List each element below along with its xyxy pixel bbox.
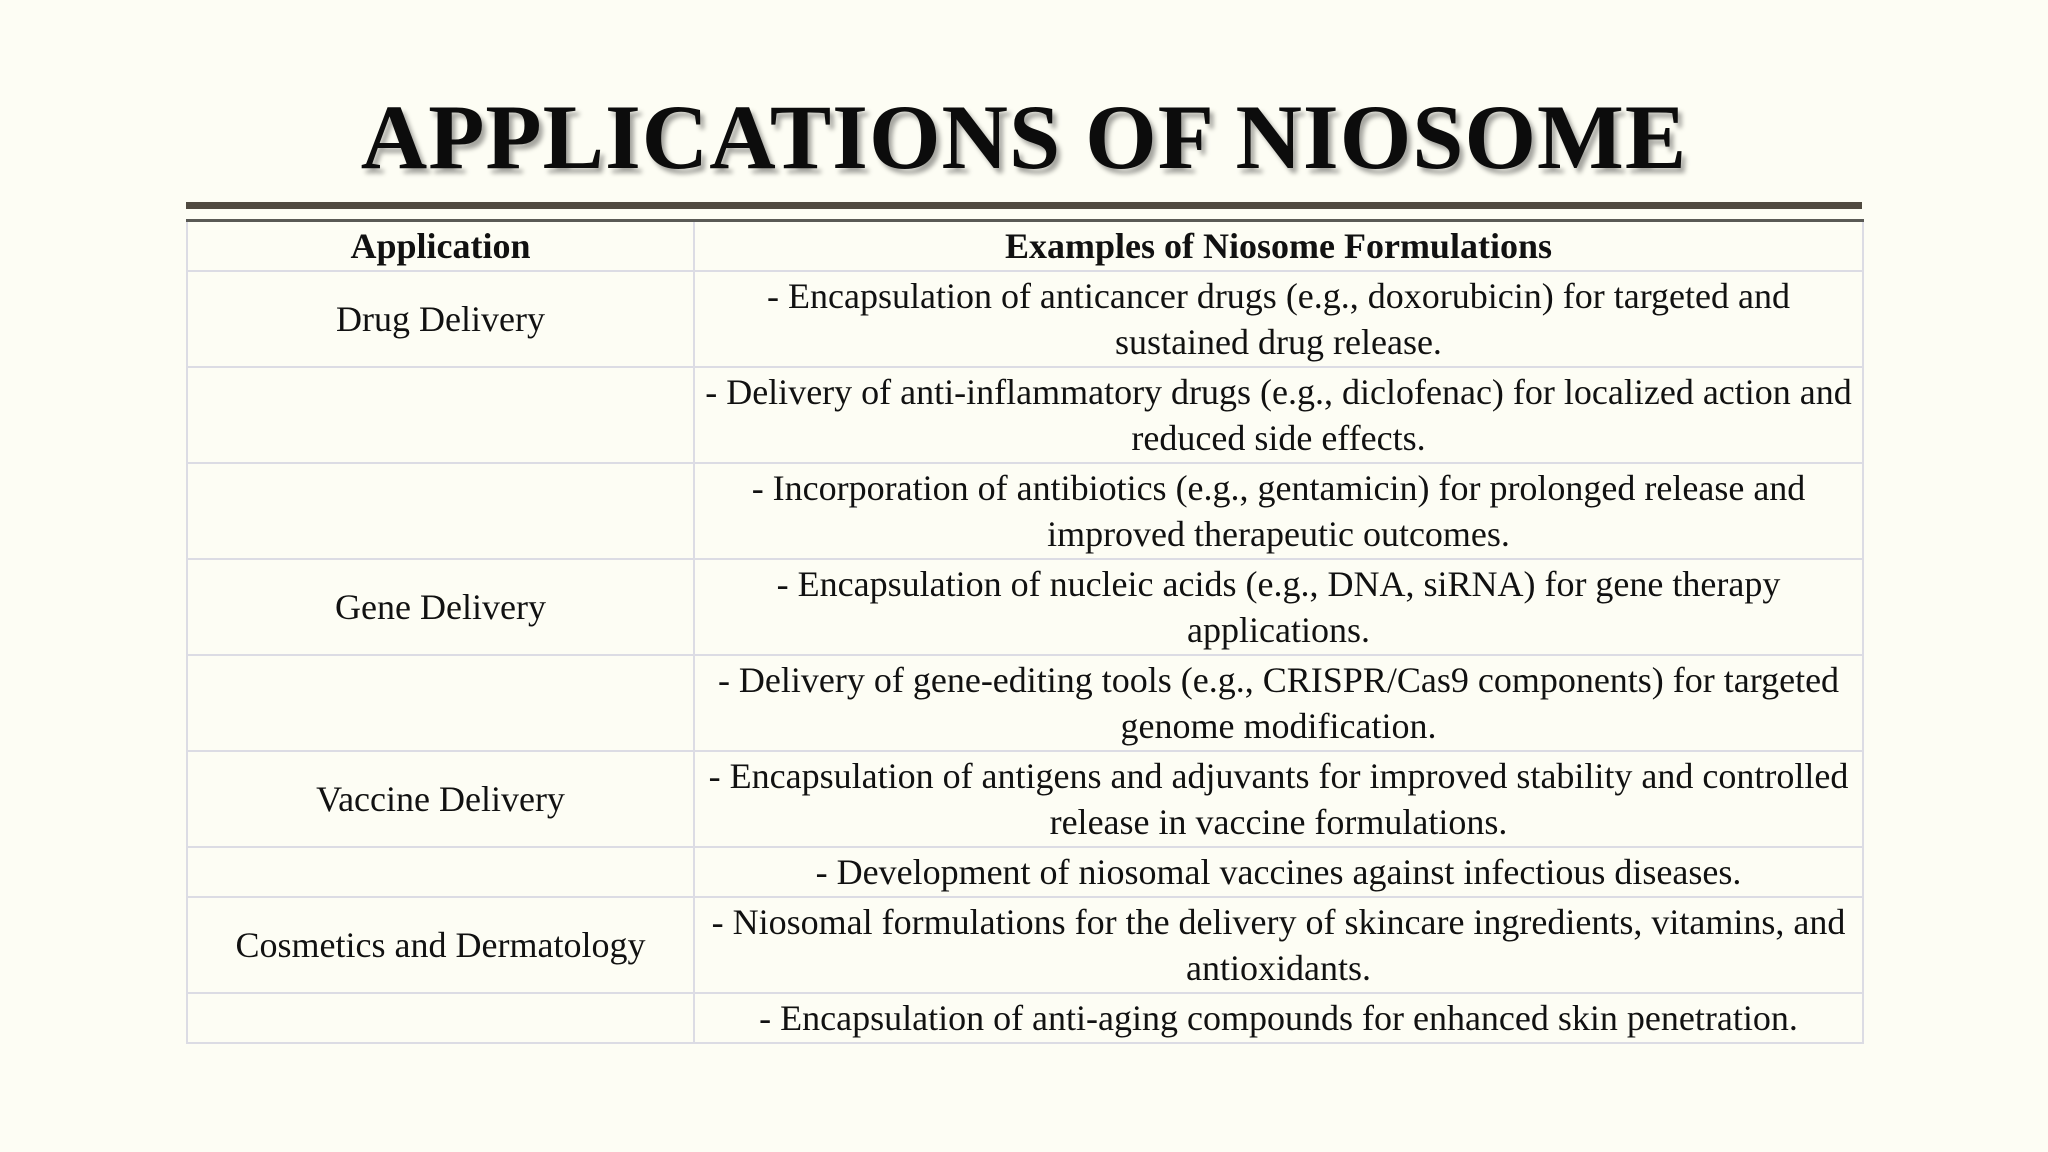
- table-row: [187, 463, 1863, 559]
- table-row: [187, 655, 1863, 751]
- page-title: APPLICATIONS OF NIOSOME: [360, 86, 1688, 188]
- applications-table-container: [186, 219, 1862, 1044]
- application-cell: [187, 367, 694, 463]
- example-cell: - Encapsulation of antigens and adjuvants for improved stability and controlled release in vaccine formulations.: [694, 751, 1863, 847]
- application-cell: Gene Delivery: [187, 559, 694, 655]
- example-cell: - Delivery of gene-editing tools (e.g., CRISPR/Cas9 components) for targeted genome modification.: [694, 655, 1863, 751]
- table-row: [187, 993, 1863, 1043]
- table-row: [187, 367, 1863, 463]
- header-examples: Examples of Niosome Formulations: [694, 221, 1863, 272]
- example-cell: - Delivery of anti-inflammatory drugs (e.g., diclofenac) for localized action and reduced side effects.: [694, 367, 1863, 463]
- application-cell: [187, 993, 694, 1043]
- example-cell: - Niosomal formulations for the delivery of skincare ingredients, vitamins, and antioxidants.: [694, 897, 1863, 993]
- example-cell: - Development of niosomal vaccines against infectious diseases.: [694, 847, 1863, 897]
- table-row: [187, 271, 1863, 367]
- table-row: [187, 751, 1863, 847]
- table-row: [187, 897, 1863, 993]
- header-application: Application: [187, 221, 694, 272]
- example-cell: - Encapsulation of anticancer drugs (e.g., doxorubicin) for targeted and sustained drug release.: [694, 271, 1863, 367]
- example-cell: - Encapsulation of anti-aging compounds for enhanced skin penetration.: [694, 993, 1863, 1043]
- application-cell: [187, 463, 694, 559]
- application-cell: [187, 655, 694, 751]
- table-header-row: [187, 221, 1863, 272]
- example-cell: - Encapsulation of nucleic acids (e.g., DNA, siRNA) for gene therapy applications.: [694, 559, 1863, 655]
- title-divider: [186, 202, 1862, 209]
- application-cell: [187, 847, 694, 897]
- example-cell: - Incorporation of antibiotics (e.g., gentamicin) for prolonged release and improved therapeutic outcomes.: [694, 463, 1863, 559]
- application-cell: Vaccine Delivery: [187, 751, 694, 847]
- application-cell: Drug Delivery: [187, 271, 694, 367]
- application-cell: Cosmetics and Dermatology: [187, 897, 694, 993]
- table-row: [187, 847, 1863, 897]
- applications-table: [186, 219, 1864, 1044]
- table-row: [187, 559, 1863, 655]
